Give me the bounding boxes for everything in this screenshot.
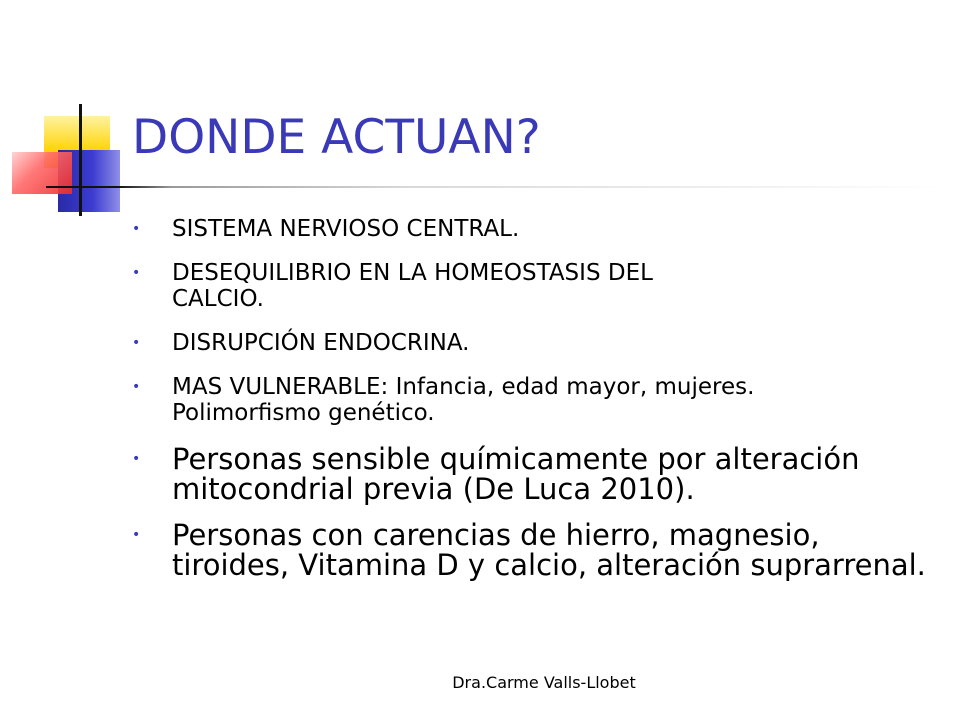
- bullet-text: MAS VULNERABLE: Infancia, edad mayor, mujeres. Polimorfismo genético.: [172, 374, 755, 426]
- bullet-text: DISRUPCIÓN ENDOCRINA.: [172, 330, 470, 356]
- bullet-item: [132, 216, 932, 242]
- bullet-text: Personas sensible químicamente por alteración mitocondrial previa (De Luca 2010).: [172, 442, 860, 506]
- bullet-dot-icon: •: [132, 451, 141, 467]
- bullet-item: [132, 260, 932, 312]
- bullet-text: SISTEMA NERVIOSO CENTRAL.: [172, 216, 520, 242]
- slide-title: DONDE ACTUAN?: [132, 110, 541, 165]
- bullet-item: [132, 444, 932, 504]
- bullet-item: [132, 520, 932, 580]
- bullet-list: [132, 216, 932, 596]
- bullet-dot-icon: •: [132, 221, 141, 237]
- horizontal-rule-decoration: [46, 186, 946, 188]
- bullet-dot-icon: •: [132, 265, 141, 281]
- bullet-dot-icon: •: [132, 527, 141, 543]
- slide-footer: Dra.Carme Valls-Llobet: [452, 673, 636, 692]
- bullet-item: [132, 330, 932, 356]
- bullet-dot-icon: •: [132, 335, 141, 351]
- vertical-line-decoration: [79, 104, 82, 216]
- bullet-text: Personas con carencias de hierro, magnesio, tiroides, Vitamina D y calcio, alteración suprarrenal.: [172, 518, 926, 582]
- bullet-item: [132, 374, 932, 426]
- bullet-dot-icon: •: [132, 379, 141, 395]
- bullet-text: DESEQUILIBRIO EN LA HOMEOSTASIS DEL CALCIO.: [172, 260, 653, 312]
